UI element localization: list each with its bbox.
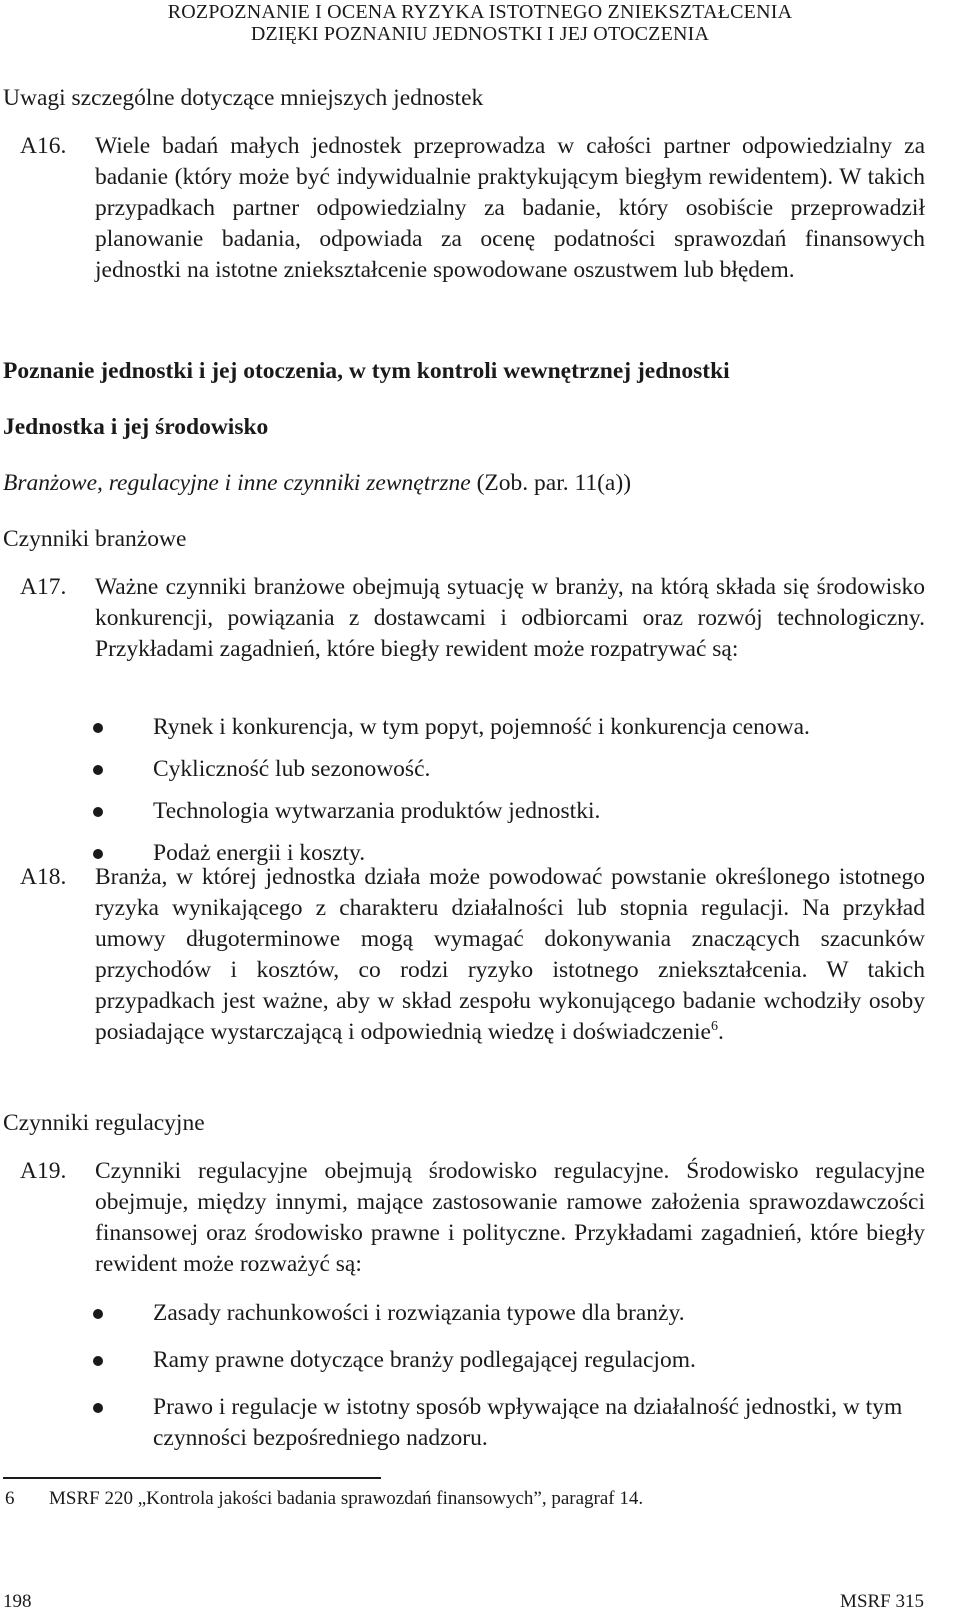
bullet-icon (93, 807, 103, 817)
bullet-icon (93, 1309, 103, 1319)
footnote-text: MSRF 220 „Kontrola jakości badania sprawozdań finansowych”, paragraf 14. (49, 1488, 644, 1509)
heading-entity-environment: Jednostka i jej środowisko (3, 414, 269, 440)
paragraph-text: Czynniki regulacyjne obejmują środowisko regulacyjne. Środowisko regulacyjne obejmuje, między innymi, mające zastosowanie ramowe założenia sprawozdawczości finansowej oraz środowisko prawne i polityczne. Przykładami zagadnień, które biegły rewident może rozważyć są: (95, 1158, 925, 1277)
footer-document-id: MSRF 315 (840, 1591, 924, 1612)
footnote-reference: 6 (710, 1019, 718, 1035)
paragraph-text: Ważne czynniki branżowe obejmują sytuację w branży, na którą składa się środowisko konkurencji, powiązania z dostawcami i odbiorcami oraz rozwój technologiczny. Przykładami zagadnień, które biegły rewident może rozpatrywać są: (95, 574, 925, 662)
paragraph-number: A19. (20, 1158, 67, 1184)
paragraph-text: Wiele badań małych jednostek przeprowadza w całości partner odpowiedzialny za badanie (który może być indywidualnie praktykującym biegłym rewidentem). W takich przypadkach partner odpowiedzialny za badanie, który osobiście przeprowadził planowanie badania, odpowiada za ocenę podatności sprawozdań finansowych jednostki na istotne zniekształcenie spowodowane oszustwem lub błędem. (95, 133, 925, 283)
bullet-icon (93, 1403, 103, 1413)
bullet-icon (93, 765, 103, 775)
paragraph-text: Branża, w której jednostka działa może powodować powstanie określonego istotnego ryzyka wynikającego z charakteru działalności lub stopnia regulacji. Na przykład umowy długoterminowe mogą wymagać dokonywania znaczących szacunków przychodów i kosztów, co rodzi ryzyko istotnego zniekształcenia. W takich przypadkach jest ważne, aby w skład zespołu wykonującego badanie wchodziły osoby posiadające wystarczającą i odpowiednią wiedzę i doświadczenie$^6$. (95, 864, 925, 1045)
bullet-icon (93, 1356, 103, 1366)
section-heading-smaller-entities: Uwagi szczególne dotyczące mniejszych jednostek (3, 85, 484, 111)
footnote-number: 6 (5, 1488, 15, 1509)
paragraph-number: A16. (20, 133, 67, 159)
paragraph-number: A18. (20, 864, 67, 890)
heading-understanding-entity: Poznanie jednostki i jej otoczenia, w tym kontroli wewnętrznej jednostki (3, 358, 730, 384)
bullet-icon (93, 723, 103, 733)
section-heading-regulatory-factors: Czynniki regulacyjne (3, 1110, 205, 1136)
heading-external-factors (3, 468, 631, 498)
section-heading-industry-factors: Czynniki branżowe (3, 526, 187, 552)
running-header-line-1: ROZPOZNANIE I OCENA RYZYKA ISTOTNEGO ZNIEKSZTAŁCENIA (167, 1, 793, 23)
bullet-icon (93, 849, 103, 859)
page-number: 198 (3, 1591, 32, 1612)
heading-external-factors-title: Branżowe, regulacyjne i inne czynniki zewnętrzne (3, 470, 471, 496)
paragraph-number: A17. (20, 574, 67, 600)
heading-external-factors-ref: (Zob. par. 11(a)) (470, 470, 632, 496)
running-header-line-2: DZIĘKI POZNANIU JEDNOSTKI I JEJ OTOCZENIA (250, 23, 710, 45)
footnote-divider (3, 1477, 381, 1479)
